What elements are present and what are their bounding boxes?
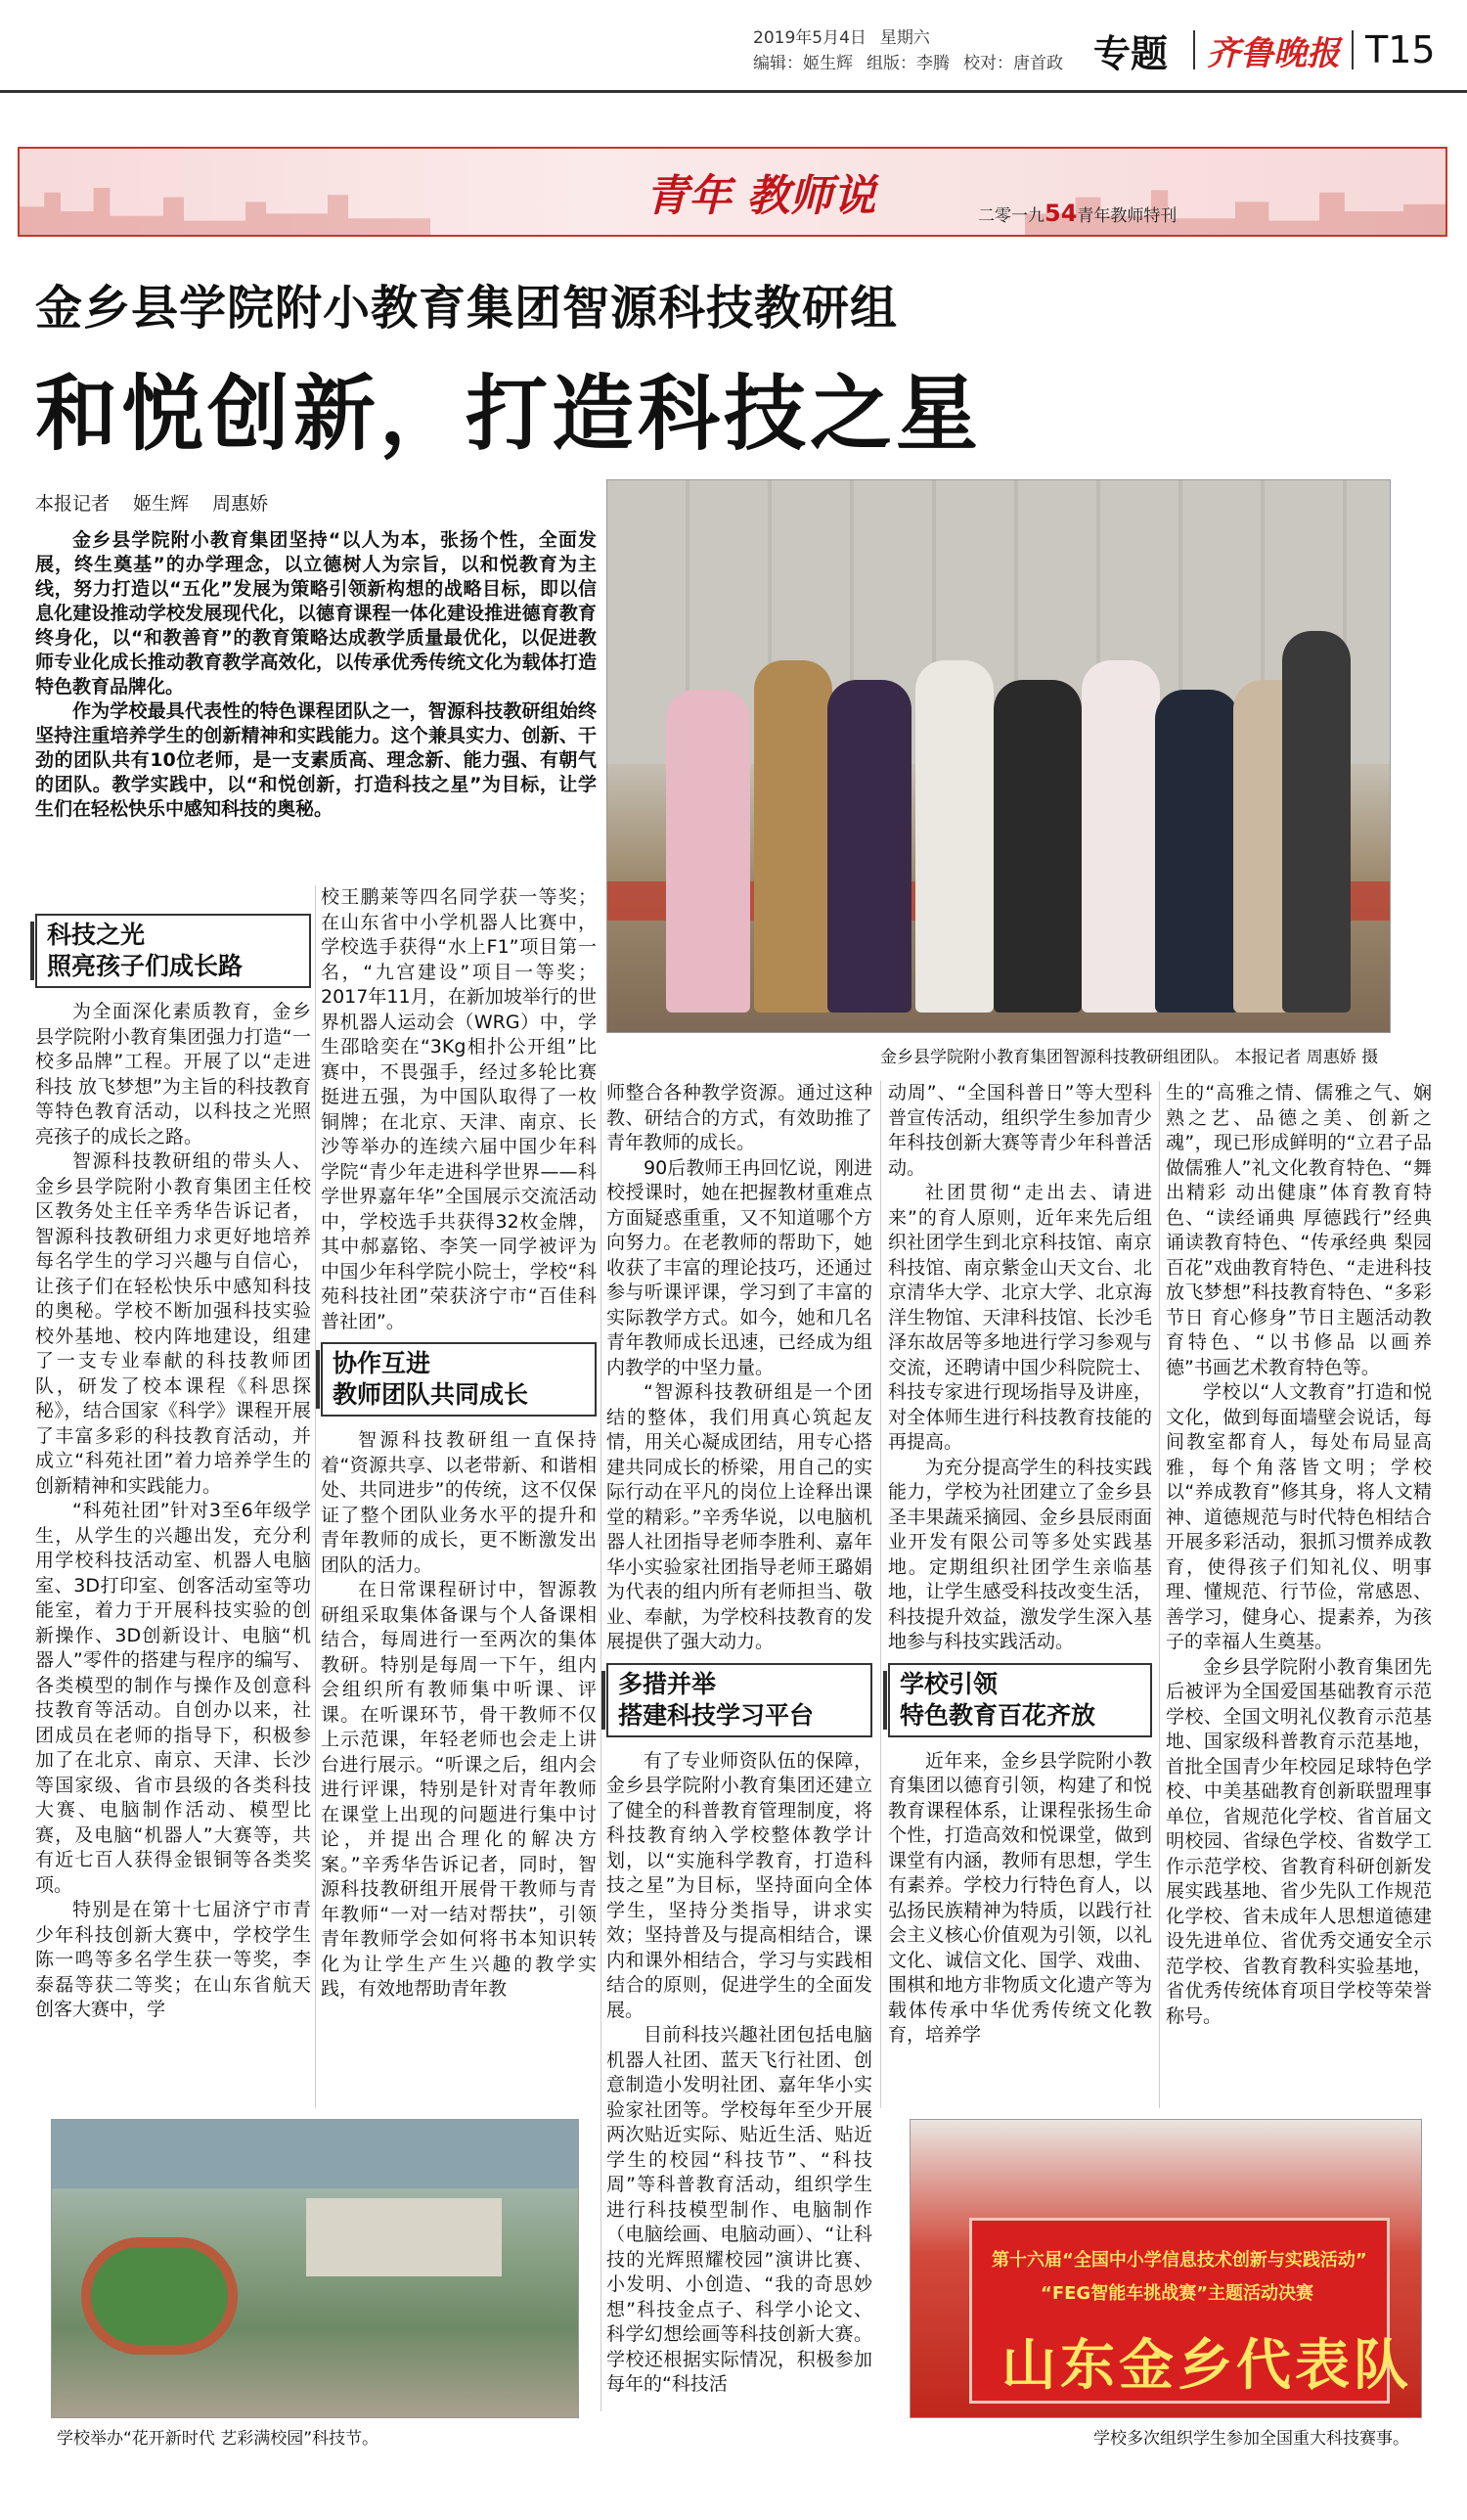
paragraph: 90后教师王冉回忆说，刚进校授课时，她在把握教材重难点方面疑惑重重，又不知道哪个方向努力。在老教师的帮助下，她收获了丰富的理论技巧，还通过参与听课评课，学习到了丰富的实际教学方式。如今，她和几名青年教师成长迅速，已经成为组内教学的中坚力量。 — [606, 1156, 872, 1378]
banner-line: 山东金乡代表队 — [1001, 2334, 1412, 2398]
column-divider — [315, 885, 316, 2108]
masthead-divider — [1352, 30, 1354, 69]
banner-line: “FEG智能车挑战赛”主题活动决赛 — [1041, 2283, 1314, 2304]
paragraph: 智源科技教研组一直保持着“资源共享、以老带新、和谐相处、共同进步”的传统，这不仅保证了整个团队业务水平的提升和青年教师的成长，更不断激发出团队的活力。 — [321, 1429, 597, 1576]
person-figure — [1282, 631, 1351, 1012]
person-figure — [915, 660, 994, 1012]
page-number: T15 — [1365, 28, 1436, 71]
paragraph: 动周”、“全国科普日”等大型科普宣传活动，组织学生参加青少年科技创新大赛等青少年科普活动。 — [888, 1082, 1152, 1179]
person-figure — [666, 690, 750, 1012]
person-figure — [1155, 690, 1239, 1012]
sports-field — [81, 2237, 238, 2355]
paragraph: 金乡县学院附小教育集团先后被评为全国爱国基础教育示范学校、全国文明礼仪教育示范基地、国家级科普教育示范基地，首批全国青少年校园足球特色学校、中美基础教育创新联盟理事单位，省规范化学校、省首届文明校园、省绿色学校、省数学工作示范学校、省教育科研创新发展实践基地、省少先队工作规范化学校、省未成年人思想道德建设先进单位、省优秀交通安全示范学校、省教育教科实验基地，省优秀传统体育项目学校等荣誉称号。 — [1166, 1655, 1432, 2027]
column-divider — [880, 1081, 881, 2108]
column-divider — [600, 1081, 601, 2411]
lake-area — [52, 2120, 579, 2188]
banner-line: 第十六届“全国中小学信息技术创新与实践活动” — [992, 2250, 1367, 2271]
person-figure — [827, 680, 911, 1012]
masthead-divider — [1193, 30, 1195, 69]
section-label: 专题 — [1093, 31, 1169, 75]
header-meta — [753, 25, 1077, 76]
column-3 — [606, 1081, 872, 2398]
photo-caption: 金乡县学院附小教育集团智源科技教研组团队。 本报记者 周惠娇 摄 — [880, 1048, 1379, 1067]
section-heading-3: 多措并举 搭建科技学习平台 — [606, 1663, 872, 1737]
proof-credit: 校对：唐首政 — [963, 54, 1063, 73]
paragraph: 师整合各种教学资源。通过这种教、研结合的方式，有效助推了青年教师的成长。 — [606, 1082, 872, 1153]
column-1 — [35, 906, 311, 2023]
editor-credit: 编辑：姬生辉 — [753, 54, 853, 73]
paragraph: 为充分提高学生的科技实践能力，学校为社团建立了金乡县圣丰果蔬采摘园、金乡县辰雨面业开发有限公司等多处实践基地。定期组织社团学生亲临基地，让学生感受科技改变生活，科技提升效益，激发学生深入基地参与科技实践活动。 — [888, 1456, 1152, 1652]
top-rule — [0, 90, 1467, 93]
masthead — [1093, 22, 1436, 78]
column-4 — [888, 1081, 1152, 2048]
article-kicker: 金乡县学院附小教育集团智源科技教研组 — [35, 281, 899, 336]
banner-subtitle: 二零一九54青年教师特刊 — [978, 200, 1178, 227]
paragraph: 特别是在第十七届济宁市青少年科技创新大赛中，学校学生陈一鸣等多名学生获一等奖，李泰磊等获二等奖；在山东省航天创客大赛中，学 — [35, 1899, 311, 2020]
paragraph: 目前科技兴趣社团包括电脑机器人社团、蓝天飞行社团、创意制造小发明社团、嘉年华小实验家社团等。学校每年至少开展两次贴近实际、贴近生活、贴近学生的校园“科技节”、“科技周”等科普教育活动，组织学生进行科技模型制作、电脑制作（电脑绘画、电脑动画）、“让科技的光辉照耀校园”演讲比赛、小发明、小创造、“我的奇思妙想”科技金点子、科学小论文、科学幻想绘画等科技创新大赛。学校还根据实际情况，积极参加每年的“科技活 — [606, 2024, 872, 2395]
article-lead — [35, 528, 597, 822]
paragraph: 学校以“人文教育”打造和悦文化，做到每面墙壁会说话，每间教室都育人，每处布局显高雅，每个角落皆文明；学校以“养成教育”修其身，将人文精神、道德规范与时代特色相结合开展多彩活动，狠抓习惯养成教育，使得孩子们知礼仪、明事理、懂规范、行节俭，常感恩、善学习，健身心、提素养，为孩子的幸福人生奠基。 — [1166, 1381, 1432, 1652]
paper-logo: 齐鲁晚报 — [1207, 33, 1341, 73]
banner-title: 青年 教师说 — [645, 171, 876, 221]
section-heading-4: 学校引领 特色教育百花齐放 — [888, 1663, 1152, 1737]
photo-caption: 学校多次组织学生参加全国重大科技赛事。 — [1093, 2429, 1409, 2449]
section-heading-2: 协作互进 教师团队共同成长 — [321, 1342, 597, 1417]
paragraph: 智源科技教研组的带头人、金乡县学院附小教育集团主任校区教务处主任辛秀华告诉记者，智源科技教研组力求更好地培养每名学生的学习兴趣与自信心，让孩子们在轻松快乐中感知科技的奥秘。学校不断加强科技实验校外基地、校内阵地建设，组建了一支专业奉献的科技教师团队，研发了校本课程《科思探秘》，结合国家《科学》课程开展了丰富多彩的科技教育活动，并成立“科苑社团”着力培养学生的创新精神和实践能力。 — [35, 1150, 311, 1497]
lead-paragraph: 作为学校最具代表性的特色课程团队之一，智源科技教研组始终坚持注重培养学生的创新精神和实践能力。这个兼具实力、创新、干劲的团队共有10位老师，是一支素质高、理念新、能力强、有朝气的团队。教学实践中，以“和悦创新，打造科技之星”为目标，让学生们在轻松快乐中感知科技的奥秘。 — [35, 700, 597, 820]
column-divider — [1159, 1081, 1160, 2108]
byline — [35, 489, 286, 516]
special-issue-banner — [18, 147, 1447, 237]
byline-name: 姬生辉 — [133, 493, 190, 515]
paragraph: “智源科技教研组是一个团结的整体，我们用真心筑起友情，用关心凝成团结，用专心搭建共同成长的桥梁，用自己的实际行动在平凡的岗位上诠释出课堂的精彩。”辛秀华说，以电脑机器人社团指导老师李胜利、嘉年华小实验家社团指导老师王璐娟为代表的组内所有老师担当、敬业、奉献，为学校科技教育的发展提供了强大动力。 — [606, 1381, 872, 1652]
lead-paragraph: 金乡县学院附小教育集团坚持“以人为本，张扬个性，全面发展，终生奠基”的办学理念，以立德树人为宗旨，以和悦教育为主线，努力打造以“五化”发展为策略引领新构想的战略目标，即以信息化建设推动学校发展现代化，以德育课程一体化建设推进德育教育终身化，以“和教善育”的教育策略达成教学质量最优化，以促进教师专业化成长推动教育教学高效化，以传承优秀传统文化为载体打造特色教育品牌化。 — [35, 529, 597, 698]
paragraph: 近年来，金乡县学院附小教育集团以德育引领，构建了和悦教育课程体系，让课程张扬生命个性，打造高效和悦课堂，做到课堂有内涵，教师有思想，学生有素养。学校力行特色育人，以弘扬民族精神为特质，以践行社会主义核心价值观为引领，以礼文化、诚信文化、国学、戏曲、围棋和地方非物质文化遗产等为载体传承中华优秀传统文化教育，培养学 — [888, 1749, 1152, 2046]
layout-credit: 组版：李腾 — [867, 54, 950, 73]
issue-weekday: 星期六 — [879, 28, 930, 48]
article-headline: 和悦创新，打造科技之星 — [35, 366, 983, 462]
person-figure — [754, 660, 832, 1012]
competition-team-photo — [910, 2119, 1422, 2418]
paragraph: 在日常课程研讨中，智源教研组采取集体备课与个人备课相结合，每周进行一至两次的集体教研。特别是每周一下午，组内会组织所有教师集中听课、评课。在听课环节，骨干教师不仅上示范课，年轻老师也会走上讲台进行展示。“听课之后，组内会进行评课，特别是针对青年教师在课堂上出现的问题进行集中讨论，并提出合理化的解决方案。”辛秀华告诉记者，同时，智源科技教研组开展骨干教师与青年教师“一对一结对帮扶”，引领青年教师学会如何将书本知识转化为让学生产生兴趣的教学实践，有效地帮助青年教 — [321, 1579, 597, 2000]
paragraph: 社团贯彻“走出去、请进来”的育人原则，近年来先后组织社团学生到北京科技馆、南京科技馆、南京紫金山天文台、北京清华大学、北京大学、北京海洋生物馆、天津科技馆、长沙毛泽东故居等多地进行学习参观与交流，还聘请中国少科院院士、科技专家进行现场指导及讲座，对全体师生进行科技教育技能的再提高。 — [888, 1182, 1152, 1453]
skyline-left-decoration — [20, 188, 430, 235]
paragraph: 有了专业师资队伍的保障，金乡县学院附小教育集团还建立了健全的科普教育管理制度，将科技教育纳入学校整体教学计划，以“实施科学教育，打造科技之星”为目标，坚持面向全体学生，坚持分类指导，讲求实效；坚持普及与提高相结合，课内和课外相结合，学习与实践相结合的原则，促进学生的全面发展。 — [606, 1749, 872, 2021]
issue-date: 2019年5月4日 — [753, 28, 867, 48]
paragraph: “科苑社团”针对3至6年级学生，从学生的兴趣出发，充分利用学校科技活动室、机器人电脑室、3D打印室、创客活动室等功能室，着力于开展科技实验的创新操作、3D创新设计、电脑“机器人”零件的搭建与程序的编写、各类模型的制作与操作及创意科技教育等活动。自创办以来，社团成员在老师的指导下，积极参加了在北京、南京、天津、长沙等国家级、省市县级的各类科技大赛、电脑制作活动、模型比赛，及电脑“机器人”大赛等，共有近七百人获得金银铜等各类奖项。 — [35, 1500, 311, 1896]
paragraph: 为全面深化素质教育，金乡县学院附小教育集团强力打造“一校多品牌”工程。开展了以“走进科技 放飞梦想”为主旨的科技教育等特色教育活动，以科技之光照亮孩子的成长之路。 — [35, 1001, 311, 1148]
person-figure — [1082, 660, 1160, 1012]
campus-aerial-photo — [51, 2119, 579, 2418]
section-heading-1: 科技之光 照亮孩子们成长路 — [35, 914, 311, 988]
photo-caption: 学校举办“花开新时代 艺彩满校园”科技节。 — [57, 2429, 379, 2449]
byline-name: 周惠娇 — [212, 493, 269, 515]
school-building — [306, 2198, 502, 2276]
team-group-photo — [606, 479, 1391, 1033]
byline-label: 本报记者 — [35, 493, 111, 515]
column-5 — [1166, 1081, 1432, 2029]
paragraph: 校王鹏莱等四名同学获一等奖；在山东省中小学机器人比赛中，学校选手获得“水上F1”项目第一名，“九宫建设”项目一等奖；2017年11月，在新加坡举行的世界机器人运动会（WRG）中，学生邵晗奕在“3Kg相扑公开组”比赛中，不畏强手，经过多轮比赛挺进五强，为中国队取得了一枚铜牌；在北京、天津、南京、长沙等举办的连续六届中国少年科学院“青少年走进科学世界——科学世界嘉年华”全国展示交流活动中，学校选手共获得32枚金牌，其中郝嘉铭、李笑一同学被评为中国少年科学院小院士，学校“科苑科技社团”荣获济宁市“百佳科普社团”。 — [321, 886, 597, 1332]
paragraph: 生的“高雅之情、儒雅之气、娴熟之艺、品德之美、创新之魂”，现已形成鲜明的“立君子品 做儒雅人”礼文化教育特色、“舞出精彩 动出健康”体育教育特色、“读经诵典 厚德践行”经典诵读教育特色、“传承经典 梨园百花”戏曲教育特色、“走进科技 放飞梦想”科技教育特色、“多彩节日 育心修身”节日主题活动教育特色、“以书修品 以画养德”书画艺术教育特色等。 — [1166, 1082, 1432, 1378]
team-banner — [969, 2218, 1412, 2404]
column-2 — [321, 885, 597, 2002]
person-figure — [994, 680, 1082, 1012]
